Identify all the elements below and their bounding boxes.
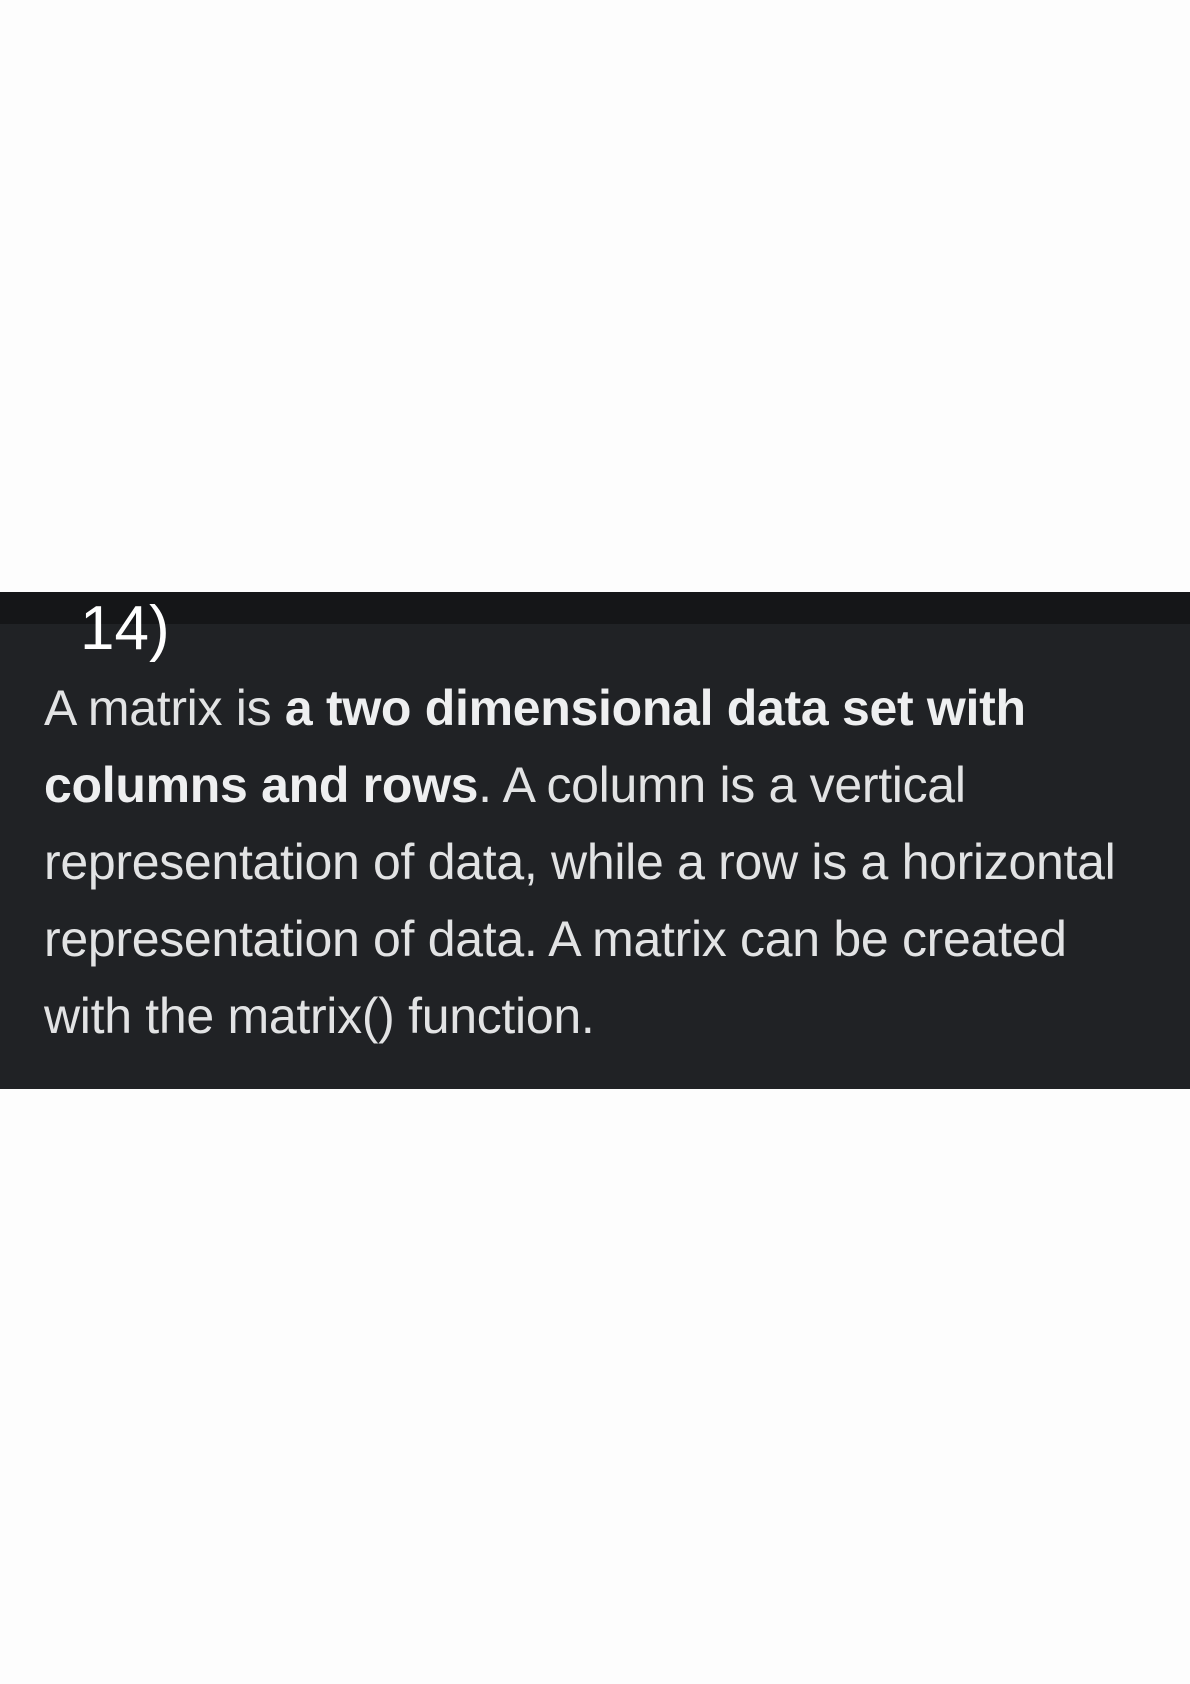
answer-text xyxy=(44,670,1164,1055)
question-number: 14) xyxy=(80,594,170,663)
top-strip xyxy=(0,592,1190,624)
answer-panel xyxy=(0,592,1190,1089)
answer-text-bold: a two dimensional data set with columns and rows xyxy=(44,680,1026,813)
answer-text-rest: . A column is a vertical representation of data, while a row is a horizontal representation of data. A matrix can be created with the matrix() function. xyxy=(44,757,1116,1044)
answer-text-intro: A matrix is xyxy=(44,680,285,736)
